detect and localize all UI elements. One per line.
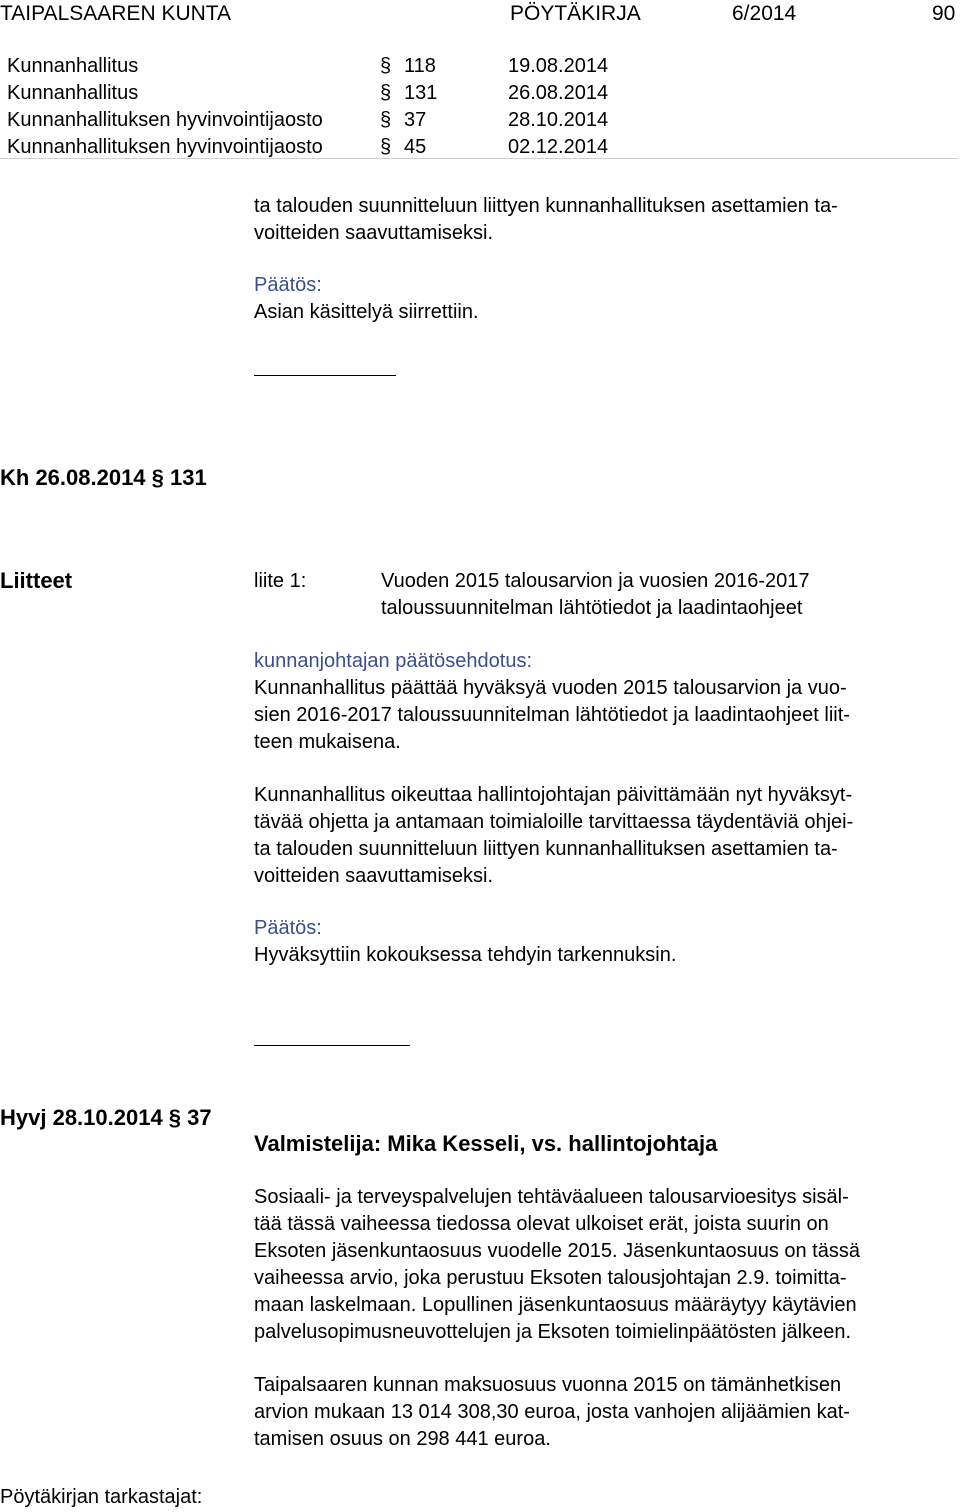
paragraph-line: tävää ohjetta ja antamaan toimialoille tarvittaessa täydentäviä ohjei-: [254, 811, 854, 833]
reference-date: 26.08.2014: [508, 82, 609, 104]
reference-number: 131: [404, 82, 438, 104]
decision-text: Asian käsittelyä siirrettiin.: [254, 301, 479, 323]
reference-number: 37: [404, 109, 427, 131]
header-divider: [0, 158, 958, 159]
proposal-label: kunnanjohtajan päätösehdotus:: [254, 650, 533, 672]
attachments-label: Liitteet: [0, 568, 73, 593]
reference-body: Kunnanhallituksen hyvinvointijaosto: [7, 136, 323, 158]
paragraph-line: tää tässä vaiheessa tiedossa olevat ulkoiset erät, joista suurin on: [254, 1213, 829, 1235]
doc-type: PÖYTÄKIRJA: [510, 2, 641, 25]
cont-line: ta talouden suunnitteluun liittyen kunnanhallituksen asettamien ta-: [254, 195, 838, 217]
paragraph-line: arvion mukaan 13 014 308,30 euroa, josta vanhojen alijäämien kat-: [254, 1401, 850, 1423]
cont-line: voitteiden saavuttamiseksi.: [254, 222, 494, 244]
reference-number: 118: [404, 55, 436, 77]
proposal-line: teen mukaisena.: [254, 731, 401, 753]
decision-text: Hyväksyttiin kokouksessa tehdyin tarkennuksin.: [254, 944, 677, 966]
reference-number: 45: [404, 136, 427, 158]
reference-body: Kunnanhallitus: [7, 82, 139, 104]
proposal-line: Kunnanhallitus päättää hyväksyä vuoden 2015 talousarvion ja vuo-: [254, 677, 847, 699]
paragraph-line: tamisen osuus on 298 441 euroa.: [254, 1428, 551, 1450]
paragraph-line: ta talouden suunnitteluun liittyen kunnanhallituksen asettamien ta-: [254, 838, 838, 860]
paragraph-line: Sosiaali- ja terveyspalvelujen tehtäväalueen talousarvioesitys sisäl-: [254, 1186, 849, 1208]
reference-body: Kunnanhallituksen hyvinvointijaosto: [7, 109, 323, 131]
paragraph-line: voitteiden saavuttamiseksi.: [254, 865, 494, 887]
section-sign: §: [380, 55, 392, 77]
page-number: 90: [932, 2, 956, 25]
paragraph-line: palvelusopimusneuvottelujen ja Eksoten toimielinpäätösten jälkeen.: [254, 1321, 852, 1343]
paragraph-line: Eksoten jäsenkuntaosuus vuodelle 2015. Jäsenkuntaosuus on tässä: [254, 1240, 860, 1262]
section-sign: §: [380, 109, 392, 131]
org-name: TAIPALSAAREN KUNTA: [0, 2, 232, 25]
reference-date: 02.12.2014: [508, 136, 609, 158]
section-sign: §: [380, 136, 392, 158]
decision-label: Päätös:: [254, 274, 322, 296]
section-sign: §: [380, 82, 392, 104]
reference-date: 28.10.2014: [508, 109, 609, 131]
paragraph-line: Taipalsaaren kunnan maksuosuus vuonna 2015 on tämänhetkisen: [254, 1374, 842, 1396]
section-heading: Hyvj 28.10.2014 § 37: [0, 1105, 212, 1130]
paragraph-line: Kunnanhallitus oikeuttaa hallintojohtajan päivittämään nyt hyväksyt-: [254, 784, 853, 806]
paragraph-line: maan laskelmaan. Lopullinen jäsenkuntaosuus määräytyy käytävien: [254, 1294, 857, 1316]
separator-line: [254, 375, 396, 376]
reference-date: 19.08.2014: [508, 55, 609, 77]
attachment-title: Vuoden 2015 talousarvion ja vuosien 2016-2017: [381, 570, 810, 592]
section-heading: Kh 26.08.2014 § 131: [0, 465, 207, 490]
paragraph-line: vaiheessa arvio, joka perustuu Eksoten talousjohtajan 2.9. toimitta-: [254, 1267, 847, 1289]
preparer-line: Valmistelija: Mika Kesseli, vs. hallintojohtaja: [254, 1131, 718, 1156]
attachment-id: liite 1:: [254, 570, 307, 592]
reference-body: Kunnanhallitus: [7, 55, 139, 77]
decision-label: Päätös:: [254, 917, 322, 939]
proposal-line: sien 2016-2017 taloussuunnitelman lähtötiedot ja laadintaohjeet liit-: [254, 704, 850, 726]
attachment-title: taloussuunnitelman lähtötiedot ja laadintaohjeet: [381, 597, 803, 619]
reviewers-label: Pöytäkirjan tarkastajat:: [0, 1486, 203, 1508]
separator-line: [254, 1045, 410, 1046]
issue-number: 6/2014: [732, 2, 797, 25]
